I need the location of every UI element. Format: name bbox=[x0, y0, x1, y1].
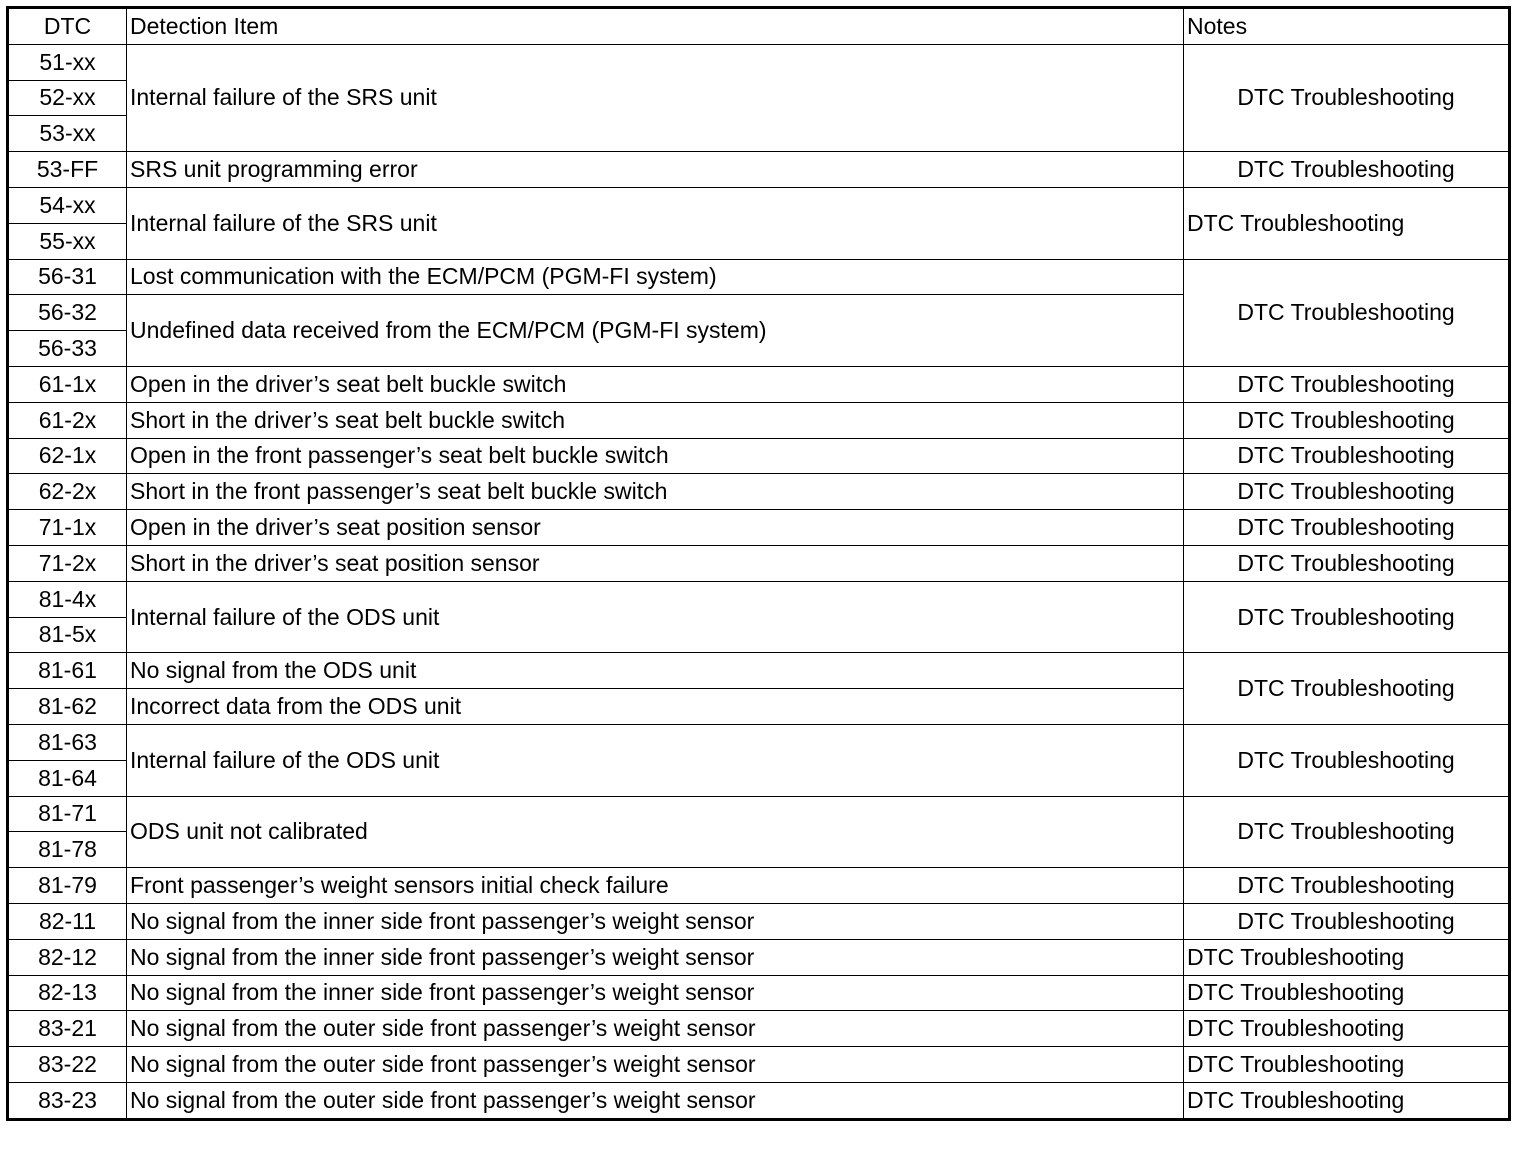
notes-cell: DTC Troubleshooting bbox=[1184, 903, 1510, 939]
notes-cell: DTC Troubleshooting bbox=[1184, 366, 1510, 402]
header-dtc: DTC bbox=[8, 8, 127, 45]
detection-item-cell: Short in the driver’s seat position sensor bbox=[127, 545, 1184, 581]
detection-item-cell: No signal from the outer side front passenger’s weight sensor bbox=[127, 1011, 1184, 1047]
notes-cell: DTC Troubleshooting bbox=[1184, 545, 1510, 581]
table-row bbox=[8, 724, 1510, 760]
header-detection-item: Detection Item bbox=[127, 8, 1184, 45]
detection-item-cell: Internal failure of the SRS unit bbox=[127, 44, 1184, 151]
notes-cell: DTC Troubleshooting bbox=[1184, 402, 1510, 438]
detection-item-cell: Incorrect data from the ODS unit bbox=[127, 689, 1184, 725]
notes-cell: DTC Troubleshooting bbox=[1184, 939, 1510, 975]
table-row bbox=[8, 653, 1510, 689]
table-row bbox=[8, 545, 1510, 581]
detection-item-cell: No signal from the ODS unit bbox=[127, 653, 1184, 689]
dtc-code-cell: 81-64 bbox=[8, 760, 127, 796]
table-row bbox=[8, 366, 1510, 402]
dtc-code-cell: 54-xx bbox=[8, 187, 127, 223]
detection-item-cell: Open in the driver’s seat belt buckle switch bbox=[127, 366, 1184, 402]
detection-item-cell: Short in the driver’s seat belt buckle switch bbox=[127, 402, 1184, 438]
dtc-code-cell: 81-63 bbox=[8, 724, 127, 760]
table-row bbox=[8, 1047, 1510, 1083]
notes-cell: DTC Troubleshooting bbox=[1184, 259, 1510, 366]
notes-cell: DTC Troubleshooting bbox=[1184, 438, 1510, 474]
table-row bbox=[8, 903, 1510, 939]
dtc-code-cell: 53-xx bbox=[8, 116, 127, 152]
detection-item-cell: Undefined data received from the ECM/PCM (PGM-FI system) bbox=[127, 295, 1184, 367]
dtc-code-cell: 83-21 bbox=[8, 1011, 127, 1047]
detection-item-cell: Front passenger’s weight sensors initial check failure bbox=[127, 868, 1184, 904]
dtc-code-cell: 56-31 bbox=[8, 259, 127, 295]
detection-item-cell: No signal from the inner side front passenger’s weight sensor bbox=[127, 903, 1184, 939]
table-row bbox=[8, 510, 1510, 546]
detection-item-cell: No signal from the outer side front passenger’s weight sensor bbox=[127, 1047, 1184, 1083]
dtc-code-cell: 82-13 bbox=[8, 975, 127, 1011]
detection-item-cell: ODS unit not calibrated bbox=[127, 796, 1184, 868]
dtc-code-cell: 83-23 bbox=[8, 1082, 127, 1119]
detection-item-cell: Lost communication with the ECM/PCM (PGM-FI system) bbox=[127, 259, 1184, 295]
detection-item-cell: No signal from the outer side front passenger’s weight sensor bbox=[127, 1082, 1184, 1119]
dtc-table bbox=[6, 6, 1511, 1121]
detection-item-cell: Open in the driver’s seat position sensor bbox=[127, 510, 1184, 546]
dtc-code-cell: 81-62 bbox=[8, 689, 127, 725]
notes-cell: DTC Troubleshooting bbox=[1184, 187, 1510, 259]
dtc-code-cell: 81-78 bbox=[8, 832, 127, 868]
dtc-code-cell: 56-33 bbox=[8, 331, 127, 367]
detection-item-cell: No signal from the inner side front passenger’s weight sensor bbox=[127, 975, 1184, 1011]
detection-item-cell: Internal failure of the ODS unit bbox=[127, 724, 1184, 796]
dtc-code-cell: 81-71 bbox=[8, 796, 127, 832]
header-notes: Notes bbox=[1184, 8, 1510, 45]
notes-cell: DTC Troubleshooting bbox=[1184, 796, 1510, 868]
notes-cell: DTC Troubleshooting bbox=[1184, 975, 1510, 1011]
table-row bbox=[8, 939, 1510, 975]
table-row bbox=[8, 152, 1510, 188]
notes-cell: DTC Troubleshooting bbox=[1184, 44, 1510, 151]
notes-cell: DTC Troubleshooting bbox=[1184, 581, 1510, 653]
detection-item-cell: No signal from the inner side front passenger’s weight sensor bbox=[127, 939, 1184, 975]
table-row bbox=[8, 474, 1510, 510]
table-row bbox=[8, 868, 1510, 904]
table-row bbox=[8, 1011, 1510, 1047]
table-row bbox=[8, 438, 1510, 474]
dtc-code-cell: 55-xx bbox=[8, 223, 127, 259]
dtc-code-cell: 71-1x bbox=[8, 510, 127, 546]
dtc-code-cell: 61-2x bbox=[8, 402, 127, 438]
notes-cell: DTC Troubleshooting bbox=[1184, 1082, 1510, 1119]
notes-cell: DTC Troubleshooting bbox=[1184, 474, 1510, 510]
dtc-code-cell: 81-79 bbox=[8, 868, 127, 904]
table-header-row bbox=[8, 8, 1510, 45]
table-row bbox=[8, 1082, 1510, 1119]
dtc-code-cell: 83-22 bbox=[8, 1047, 127, 1083]
detection-item-cell: Internal failure of the SRS unit bbox=[127, 187, 1184, 259]
table-row bbox=[8, 44, 1510, 80]
dtc-code-cell: 62-2x bbox=[8, 474, 127, 510]
table-body bbox=[8, 44, 1510, 1119]
dtc-code-cell: 82-11 bbox=[8, 903, 127, 939]
notes-cell: DTC Troubleshooting bbox=[1184, 152, 1510, 188]
dtc-code-cell: 62-1x bbox=[8, 438, 127, 474]
table-row bbox=[8, 581, 1510, 617]
dtc-code-cell: 61-1x bbox=[8, 366, 127, 402]
detection-item-cell: Short in the front passenger’s seat belt buckle switch bbox=[127, 474, 1184, 510]
notes-cell: DTC Troubleshooting bbox=[1184, 1011, 1510, 1047]
detection-item-cell: Internal failure of the ODS unit bbox=[127, 581, 1184, 653]
dtc-code-cell: 71-2x bbox=[8, 545, 127, 581]
table-row bbox=[8, 187, 1510, 223]
table-row bbox=[8, 402, 1510, 438]
dtc-code-cell: 81-61 bbox=[8, 653, 127, 689]
detection-item-cell: SRS unit programming error bbox=[127, 152, 1184, 188]
dtc-table-container bbox=[6, 6, 1511, 1121]
dtc-code-cell: 51-xx bbox=[8, 44, 127, 80]
notes-cell: DTC Troubleshooting bbox=[1184, 724, 1510, 796]
notes-cell: DTC Troubleshooting bbox=[1184, 510, 1510, 546]
table-row bbox=[8, 975, 1510, 1011]
table-row bbox=[8, 796, 1510, 832]
dtc-code-cell: 53-FF bbox=[8, 152, 127, 188]
dtc-code-cell: 52-xx bbox=[8, 80, 127, 116]
dtc-code-cell: 82-12 bbox=[8, 939, 127, 975]
notes-cell: DTC Troubleshooting bbox=[1184, 653, 1510, 725]
notes-cell: DTC Troubleshooting bbox=[1184, 1047, 1510, 1083]
dtc-code-cell: 81-5x bbox=[8, 617, 127, 653]
table-row bbox=[8, 259, 1510, 295]
detection-item-cell: Open in the front passenger’s seat belt buckle switch bbox=[127, 438, 1184, 474]
dtc-code-cell: 56-32 bbox=[8, 295, 127, 331]
dtc-code-cell: 81-4x bbox=[8, 581, 127, 617]
notes-cell: DTC Troubleshooting bbox=[1184, 868, 1510, 904]
